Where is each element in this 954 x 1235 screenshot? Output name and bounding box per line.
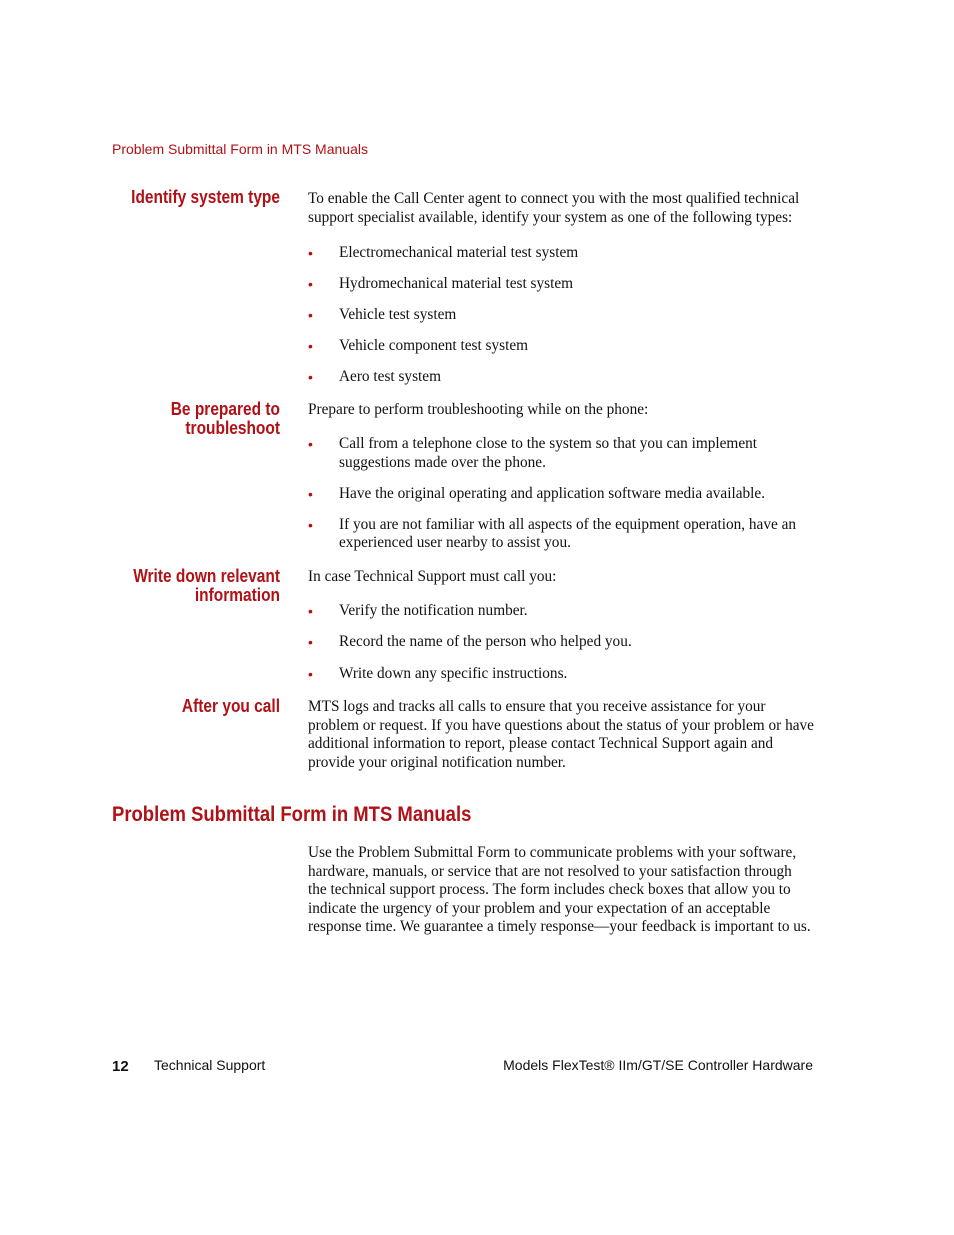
running-head: Problem Submittal Form in MTS Manuals [112,141,368,157]
write-intro: In case Technical Support must call you: [308,568,557,585]
footer-chapter: Technical Support [154,1057,266,1073]
bullet-icon: • [308,516,313,533]
system-type-list [308,244,814,387]
list-item: • Hydromechanical material test system [308,275,574,293]
bullet-icon: • [308,369,313,386]
list-item: • If you are not familiar with all aspects of the equipment operation, have an experienced user nearby to assist you. [308,515,797,552]
identify-body [308,190,814,387]
section-heading-problem-form: Problem Submittal Form in MTS Manuals [112,803,472,826]
list-item: • Vehicle test system [308,306,457,324]
after-body [308,698,814,772]
list-item: • Vehicle component test system [308,337,529,355]
side-heading-identify: Identify system type [131,187,280,207]
bullet-icon: • [308,485,313,502]
bullet-icon: • [308,634,313,651]
prepare-intro: Prepare to perform troubleshooting while on the phone: [308,401,649,418]
list-item: • Aero test system [308,368,441,386]
prepare-list [308,435,814,553]
list-item: • Verify the notification number. [308,602,528,620]
bullet-icon: • [308,666,313,683]
identify-intro: To enable the Call Center agent to connect you with the most qualified technical support specialist available, identify your system as one of the following types: [308,190,800,226]
bullet-icon: • [308,307,313,324]
problem-form-body [308,844,814,937]
bullet-icon: • [308,276,313,293]
list-item: • Electromechanical material test system [308,244,579,262]
write-body [308,568,814,684]
bullet-icon: • [308,436,313,453]
list-item: • Have the original operating and application software media available. [308,484,766,502]
prepare-body [308,401,814,553]
bullet-icon: • [308,338,313,355]
page-number: 12 [112,1058,129,1075]
side-heading-write: Write down relevant information [133,566,280,605]
write-list [308,602,814,684]
problem-form-paragraph: Use the Problem Submittal Form to communicate problems with your software, hardware, manuals, or service that are not resolved to your satisfaction through the technical support process. The form includes check boxes that allow you to indicate the urgency of your problem and your expectation of an acceptable response time. We guarantee a timely response—your feedback is important to us. [308,844,811,936]
footer-document-title: Models FlexTest® IIm/GT/SE Controller Hardware [503,1057,813,1073]
after-paragraph: MTS logs and tracks all calls to ensure that you receive assistance for your problem or request. If you have questions about the status of your problem or have additional information to report, please contact Technical Support again and provide your original notification number. [308,698,814,771]
side-heading-after: After you call [181,696,280,716]
list-item: • Write down any specific instructions. [308,665,568,683]
bullet-icon: • [308,245,313,262]
list-item: • Call from a telephone close to the system so that you can implement suggestions made over the phone. [308,435,758,471]
side-heading-prepare: Be prepared to troubleshoot [170,399,280,438]
list-item: • Record the name of the person who helped you. [308,633,632,651]
bullet-icon: • [308,603,313,620]
